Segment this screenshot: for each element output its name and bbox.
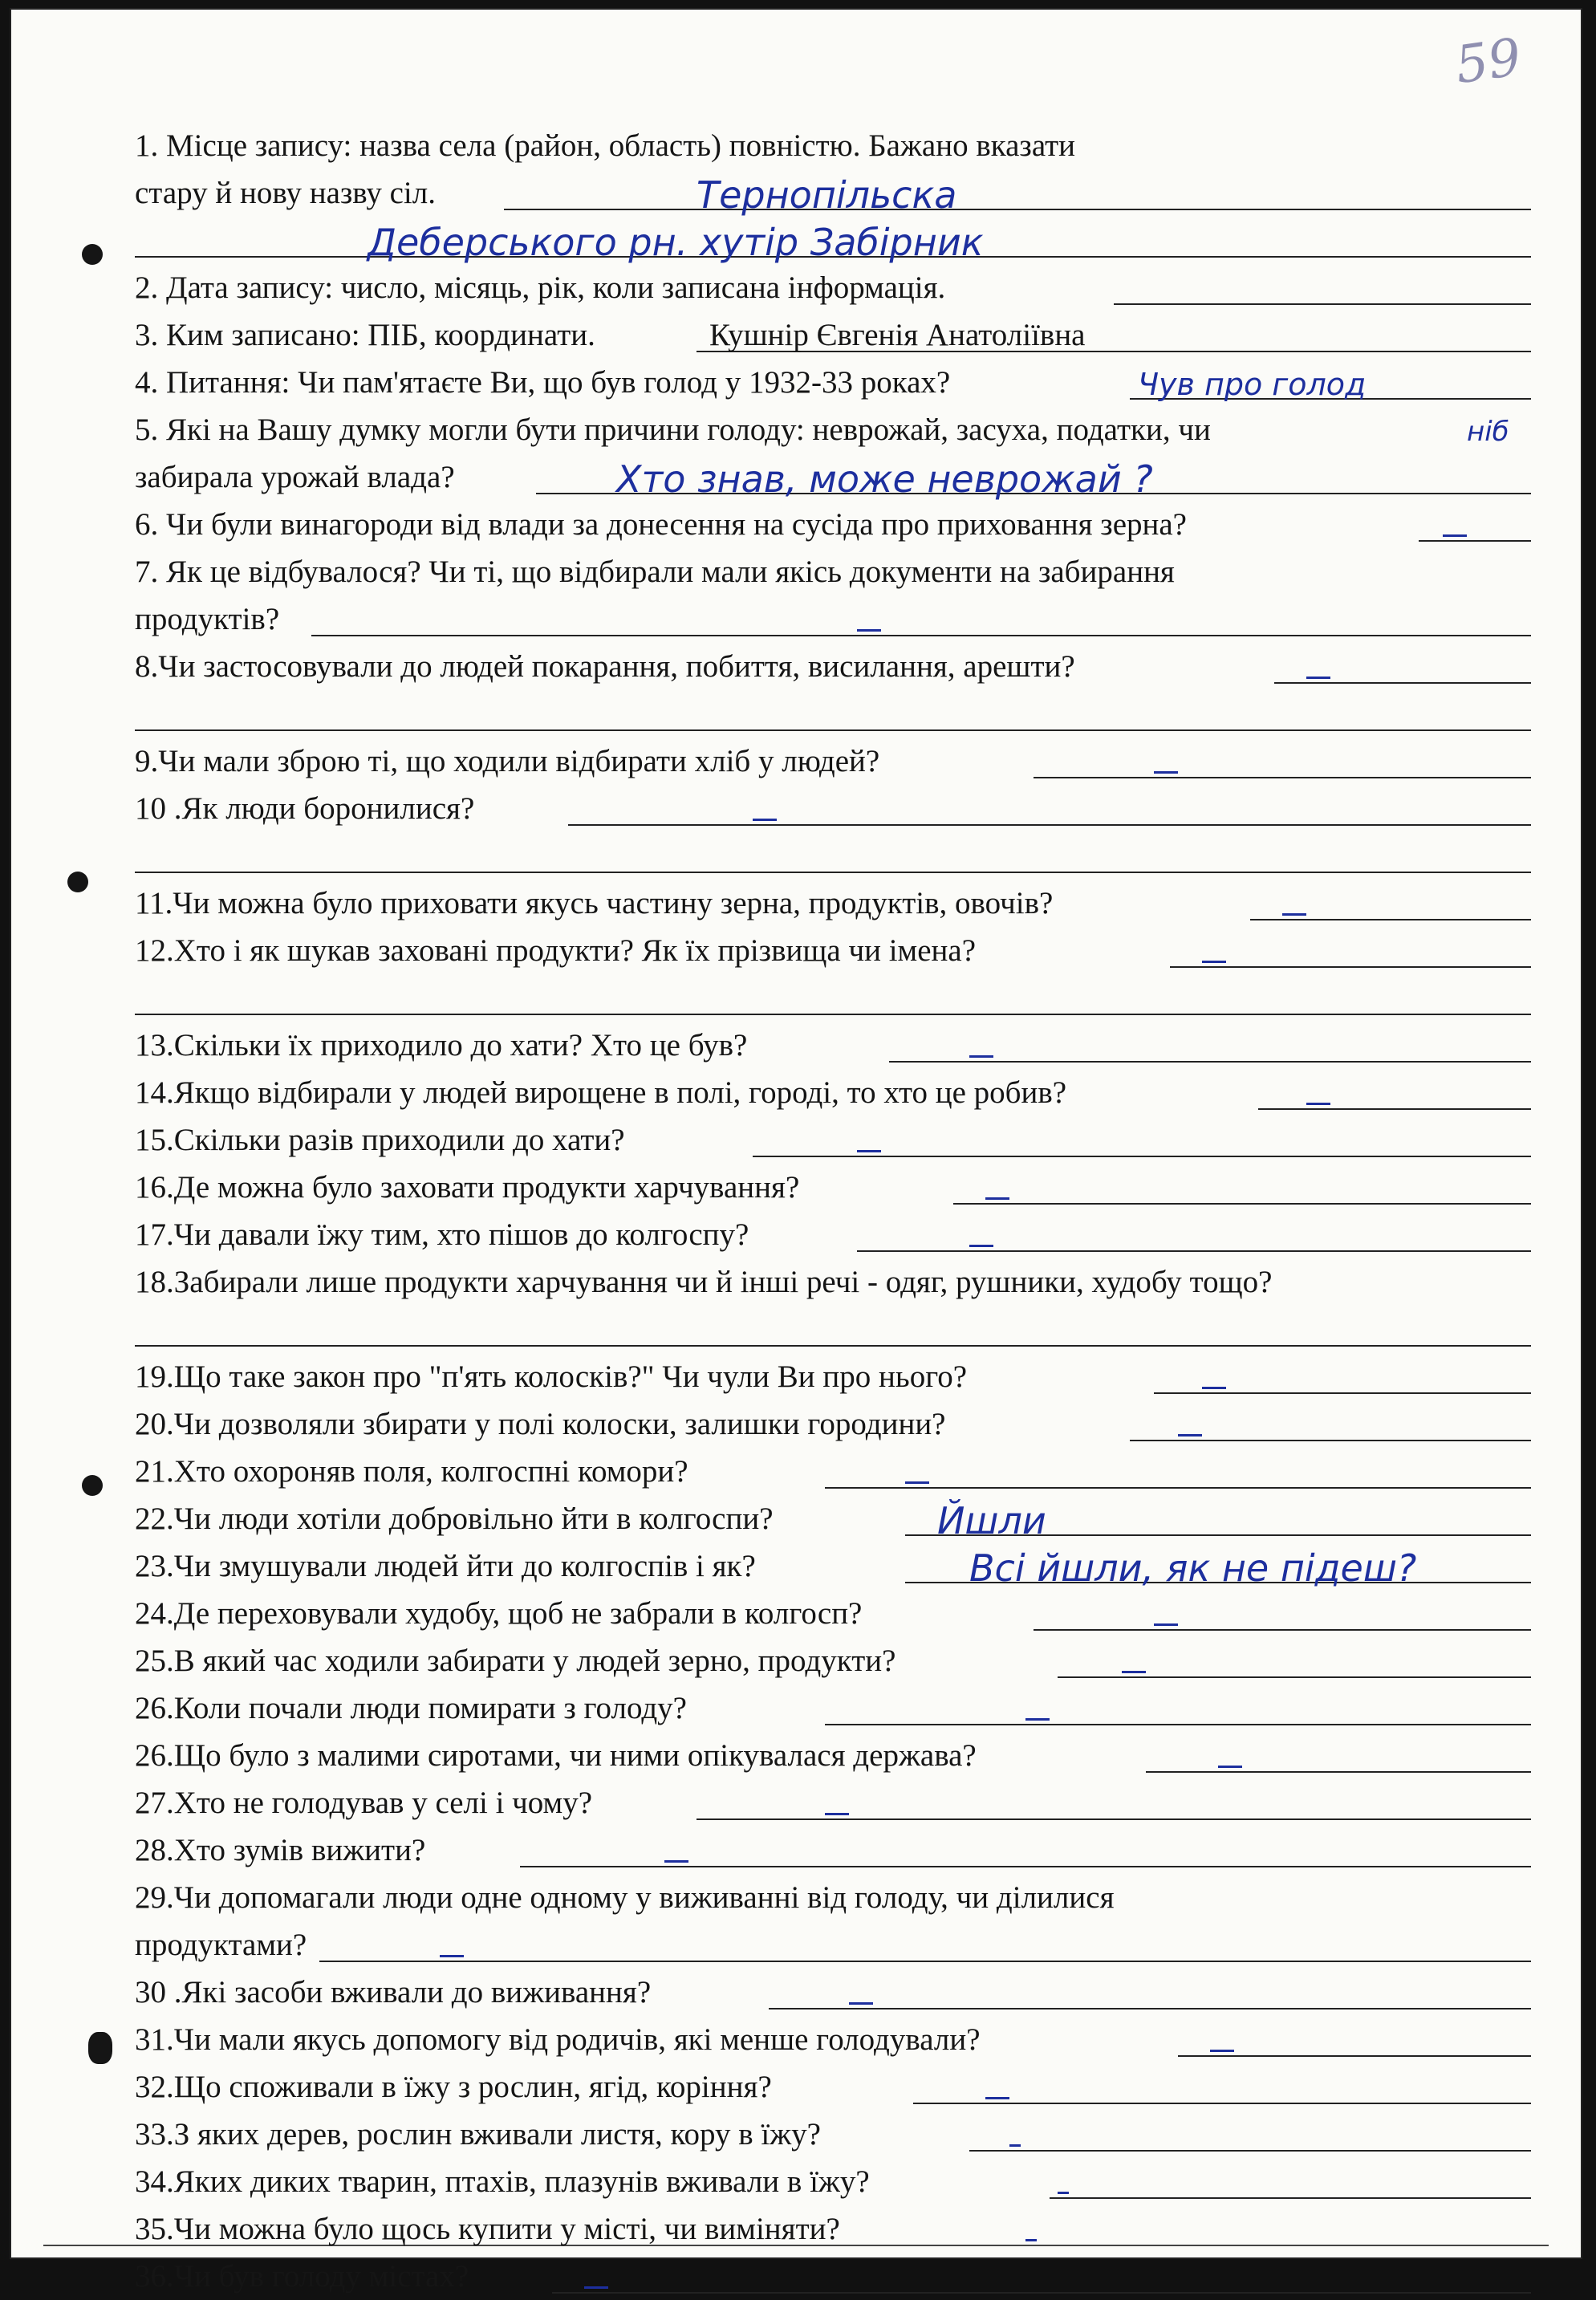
answer-line xyxy=(520,1866,1531,1867)
handwritten-dash xyxy=(969,1245,993,1247)
handwritten-dash xyxy=(584,2286,608,2289)
question-9 xyxy=(135,738,1531,785)
handwritten-answer: Хто знав, може неврожай ? xyxy=(616,457,1153,501)
answer-line xyxy=(753,1156,1531,1157)
handwritten-dash xyxy=(1443,534,1467,537)
answer-line xyxy=(311,635,1531,636)
handwritten-dash xyxy=(1025,2239,1037,2241)
question-text: 25.В який час ходили забирати у людей зерно, продукти? xyxy=(135,1644,896,1678)
question-14 xyxy=(135,1069,1531,1116)
question-text: 29.Чи допомагали люди одне одному у виживанні від голоду, чи ділилися xyxy=(135,1880,1115,1915)
handwritten-dash xyxy=(857,629,881,632)
question-text: 34.Яких диких тварин, птахів, плазунів вживали в їжу? xyxy=(135,2164,870,2199)
answer-line xyxy=(1146,1771,1531,1773)
answer-line xyxy=(1178,2055,1531,2057)
answer-line xyxy=(552,2292,1531,2294)
question-text: 2. Дата запису: число, місяць, рік, коли записана інформація. xyxy=(135,270,946,305)
question-text: 35.Чи можна було щось купити у місті, чи виміняти? xyxy=(135,2212,840,2246)
question-text: 19.Що таке закон про "п'ять колосків?" Чи чули Ви про нього? xyxy=(135,1359,968,1394)
handwritten-dash xyxy=(1025,1718,1050,1721)
question-5 xyxy=(135,406,1531,453)
punch-hole xyxy=(82,244,103,265)
question-2 xyxy=(135,264,1531,311)
question-text: 26.Що було з малими сиротами, чи ними опікувалася держава? xyxy=(135,1738,977,1773)
answer-line xyxy=(1058,1676,1531,1678)
handwritten-dash xyxy=(849,2002,873,2005)
answer-line xyxy=(1130,1440,1531,1441)
question-12-extra-line xyxy=(135,974,1531,1022)
question-text: 22.Чи люди хотіли добровільно йти в колгоспи? xyxy=(135,1502,774,1536)
question-text: 4. Питання: Чи пам'ятаєте Ви, що був голод у 1932-33 роках? xyxy=(135,365,951,400)
answer-line xyxy=(135,729,1531,731)
question-text: продуктів? xyxy=(135,602,280,636)
handwritten-answer: Чув про голод xyxy=(1138,367,1367,402)
handwritten-dash xyxy=(1210,2050,1234,2052)
answer-line xyxy=(1114,303,1531,305)
question-29 xyxy=(135,1874,1531,1921)
answer-line xyxy=(568,824,1531,826)
answer-line xyxy=(889,1061,1531,1063)
answer-line xyxy=(504,209,1531,210)
question-text: 36.Чи був голоду містах? xyxy=(135,2259,469,2294)
question-text: стару й нову назву сіл. xyxy=(135,176,436,210)
question-6 xyxy=(135,501,1531,548)
answer-line xyxy=(1034,777,1531,778)
question-text: 20.Чи дозволяли збирати у полі колоски, залишки городини? xyxy=(135,1407,946,1441)
answer-line xyxy=(135,1345,1531,1347)
question-13 xyxy=(135,1022,1531,1069)
question-4 xyxy=(135,359,1531,406)
handwritten-dash xyxy=(1009,2144,1021,2147)
question-1-answer-row xyxy=(135,169,1531,217)
question-8-extra-line xyxy=(135,690,1531,738)
handwritten-answer: Йшли xyxy=(937,1499,1046,1542)
question-18 xyxy=(135,1258,1531,1306)
punch-hole xyxy=(82,1475,103,1496)
question-5-answer-row xyxy=(135,453,1531,501)
handwritten-dash xyxy=(1122,1671,1146,1673)
handwritten-answer: ніб xyxy=(1467,416,1509,448)
answer-line xyxy=(135,872,1531,873)
question-32 xyxy=(135,2063,1531,2111)
question-text: 15.Скільки разів приходили до хати? xyxy=(135,1123,625,1157)
question-text: 11.Чи можна було приховати якусь частину зерна, продуктів, овочів? xyxy=(135,886,1054,920)
handwritten-dash xyxy=(1306,677,1330,679)
question-1 xyxy=(135,122,1531,169)
question-31 xyxy=(135,2016,1531,2063)
question-22 xyxy=(135,1495,1531,1542)
question-3 xyxy=(135,311,1531,359)
answer-line xyxy=(319,1961,1531,1962)
question-10-extra-line xyxy=(135,832,1531,880)
question-24 xyxy=(135,1590,1531,1637)
handwritten-dash xyxy=(985,1197,1009,1200)
question-text: 10 .Як люди боронилися? xyxy=(135,791,475,826)
question-text: 18.Забирали лише продукти харчування чи й інші речі - одяг, рушники, худобу тощо? xyxy=(135,1265,1273,1299)
question-15 xyxy=(135,1116,1531,1164)
handwritten-dash xyxy=(440,1955,464,1957)
handwritten-dash xyxy=(1202,1387,1226,1389)
punch-hole xyxy=(67,872,88,892)
question-text: 27.Хто не голодував у селі і чому? xyxy=(135,1786,593,1820)
question-text: 9.Чи мали зброю ті, що ходили відбирати хліб у людей? xyxy=(135,744,880,778)
question-text: 7. Як це відбувалося? Чи ті, що відбирали мали якісь документи на забирання xyxy=(135,555,1175,589)
handwritten-dash xyxy=(664,1860,688,1863)
question-28 xyxy=(135,1827,1531,1874)
question-text: 32.Що споживали в їжу з рослин, ягід, коріння? xyxy=(135,2070,772,2104)
question-16 xyxy=(135,1164,1531,1211)
question-text: 1. Місце запису: назва села (район, область) повністю. Бажано вказати xyxy=(135,128,1076,163)
handwritten-dash xyxy=(1306,1103,1330,1105)
question-text: 26.Коли почали люди помирати з голоду? xyxy=(135,1691,687,1725)
handwritten-dash xyxy=(985,2097,1009,2099)
question-23 xyxy=(135,1542,1531,1590)
question-text: 6. Чи були винагороди від влади за донесення на сусіда про приховання зерна? xyxy=(135,507,1187,542)
questionnaire xyxy=(135,122,1531,2300)
question-10 xyxy=(135,785,1531,832)
answer-line xyxy=(1274,682,1531,684)
question-text: 8.Чи застосовували до людей покарання, побиття, висилання, арешти? xyxy=(135,649,1075,684)
question-26b xyxy=(135,1732,1531,1779)
answer-line xyxy=(825,1487,1531,1489)
handwritten-answer: Всі йшли, як не підеш? xyxy=(969,1546,1417,1590)
question-12 xyxy=(135,927,1531,974)
answer-line xyxy=(1258,1108,1531,1110)
handwritten-dash xyxy=(1058,2192,1069,2194)
handwritten-dash xyxy=(753,819,777,821)
question-text: 30 .Які засоби вживали до виживання? xyxy=(135,1975,652,2009)
question-17 xyxy=(135,1211,1531,1258)
question-34 xyxy=(135,2158,1531,2205)
question-7-answer-row xyxy=(135,595,1531,643)
question-18-extra-line xyxy=(135,1306,1531,1353)
question-20 xyxy=(135,1400,1531,1448)
document-sheet xyxy=(10,8,1582,2294)
question-30 xyxy=(135,1969,1531,2016)
question-29-answer-row xyxy=(135,1921,1531,1969)
handwritten-dash xyxy=(1178,1434,1202,1436)
answer-line xyxy=(1170,966,1531,968)
handwritten-dash xyxy=(1154,1623,1178,1626)
answer-line xyxy=(1034,1629,1531,1631)
handwritten-dash xyxy=(857,1150,881,1152)
answer-line xyxy=(696,1818,1531,1820)
question-text: 17.Чи давали їжу тим, хто пішов до колгоспу? xyxy=(135,1217,749,1252)
question-text: забирала урожай влада? xyxy=(135,460,455,494)
handwritten-answer: Деберського рн. хутір Забірник xyxy=(368,221,984,264)
answer-line xyxy=(769,2008,1531,2009)
question-text: 14.Якщо відбирали у людей вирощене в полі, городі, то хто це робив? xyxy=(135,1075,1067,1110)
question-36 xyxy=(135,2253,1531,2300)
question-text: 12.Хто і як шукав заховані продукти? Як їх прізвища чи імена? xyxy=(135,933,977,968)
question-text: 3. Ким записано: ПІБ, координати. xyxy=(135,318,595,352)
answer-line xyxy=(135,1014,1531,1015)
handwritten-dash xyxy=(1154,771,1178,774)
question-1-answer-row-2 xyxy=(135,217,1531,264)
answer-line xyxy=(1050,2197,1531,2199)
question-text: 33.З яких дерев, рослин вживали листя, кору в їжу? xyxy=(135,2117,821,2152)
question-text: 28.Хто зумів вижити? xyxy=(135,1833,426,1867)
question-text: 5. Які на Вашу думку могли бути причини голоду: неврожай, засуха, податки, чи xyxy=(135,412,1211,447)
handwritten-dash xyxy=(1202,961,1226,963)
answer-line xyxy=(1419,540,1531,542)
answer-line xyxy=(1154,1392,1531,1394)
question-8 xyxy=(135,643,1531,690)
handwritten-answer: Тернопільска xyxy=(696,173,957,217)
question-11 xyxy=(135,880,1531,927)
question-text: 21.Хто охороняв поля, колгоспні комори? xyxy=(135,1454,688,1489)
answer-line xyxy=(825,1724,1531,1725)
answer-line xyxy=(857,1250,1531,1252)
handwritten-dash xyxy=(905,1481,929,1484)
question-25 xyxy=(135,1637,1531,1684)
handwritten-dash xyxy=(1218,1766,1242,1768)
question-text: 23.Чи змушували людей йти до колгоспів і як? xyxy=(135,1549,756,1583)
question-text: 31.Чи мали якусь допомогу від родичів, які менше голодували? xyxy=(135,2022,981,2057)
answer-line xyxy=(969,2150,1531,2152)
question-7 xyxy=(135,548,1531,595)
question-text: 16.Де можна було заховати продукти харчування? xyxy=(135,1170,800,1205)
question-text: 13.Скільки їх приходило до хати? Хто це був? xyxy=(135,1028,748,1063)
question-21 xyxy=(135,1448,1531,1495)
answer-line xyxy=(1250,919,1531,920)
handwritten-dash xyxy=(969,1055,993,1058)
question-27 xyxy=(135,1779,1531,1827)
question-19 xyxy=(135,1353,1531,1400)
handwritten-dash xyxy=(825,1813,849,1815)
question-text: 24.Де переховували худобу, щоб не забрали в колгосп? xyxy=(135,1596,863,1631)
page-number: 59 xyxy=(1452,27,1525,96)
punch-hole xyxy=(88,2032,112,2064)
question-text: продуктами? xyxy=(135,1928,307,1962)
answer-line xyxy=(953,1203,1531,1205)
question-33 xyxy=(135,2111,1531,2158)
question-26a xyxy=(135,1684,1531,1732)
recorder-name: Кушнір Євгенія Анатоліївна xyxy=(709,318,1086,352)
handwritten-dash xyxy=(1282,913,1306,916)
answer-line xyxy=(913,2103,1531,2104)
